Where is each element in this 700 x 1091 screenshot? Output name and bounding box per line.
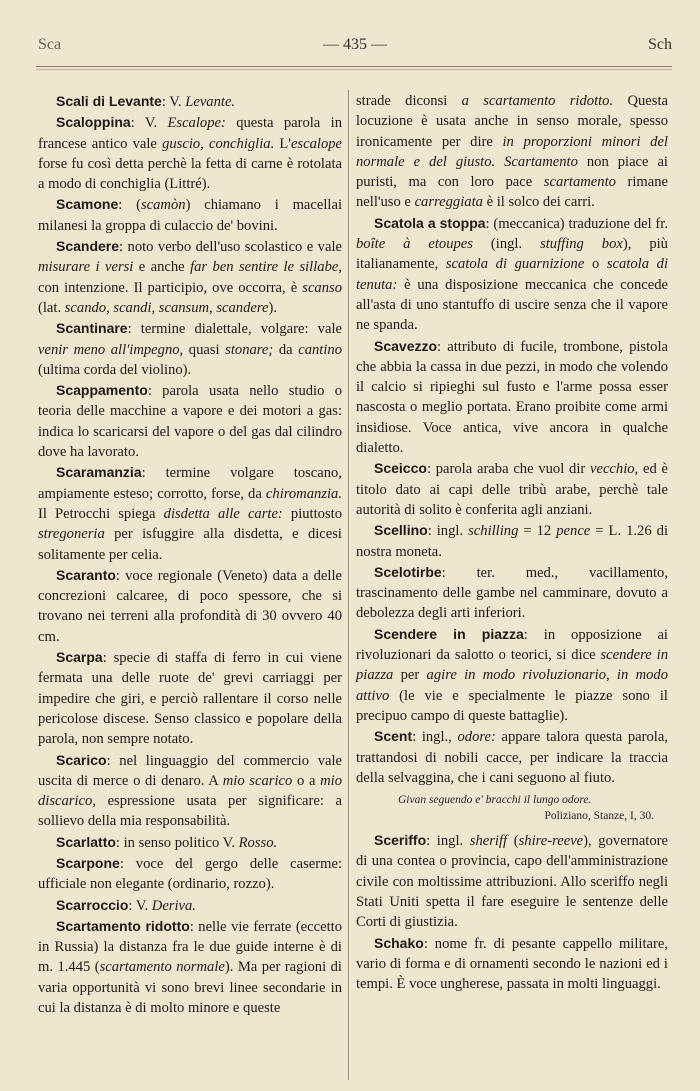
entry-italic-text: stonare; xyxy=(225,341,274,358)
entry-italic-text: scamòn xyxy=(140,197,186,214)
dictionary-entry xyxy=(356,458,668,520)
entry-headword: Scarpone xyxy=(56,854,120,871)
entry-italic-text: Escalope: xyxy=(167,115,226,132)
entry-italic-text: Levante. xyxy=(185,94,236,110)
entry-italic-text: odore: xyxy=(457,729,496,746)
dictionary-entry xyxy=(38,112,342,194)
entry-italic-text: cantino xyxy=(298,341,342,358)
entry-italic-text: scatola di guarnizione xyxy=(445,256,585,273)
entry-text: quasi xyxy=(183,341,226,358)
header-left: Sca xyxy=(38,36,62,53)
entry-text: : V. xyxy=(128,897,152,914)
entry-headword: Scamone xyxy=(56,196,119,213)
dictionary-entry xyxy=(38,380,342,462)
entry-italic-text: boîte à etoupes xyxy=(356,236,473,253)
entry-italic-text: Rosso. xyxy=(238,834,278,851)
entry-italic-text: mio discarico, xyxy=(38,772,342,810)
dictionary-entry xyxy=(356,933,668,995)
entry-headword: Scavezzo xyxy=(374,337,438,354)
quote-source: Poliziano, Stanze, I, 30. xyxy=(544,810,654,823)
entry-text: (lat. xyxy=(38,299,65,316)
entry-text: : attributo di fucile, trombone, pistola che abbia la cassa in due pezzi, in modo che volendo il calcio si ripieghi sul fusto e l'arme possa esser nascosta o meglio portata. Erano proibite come armi insidiose. Voce antica, vive ancora in qualche dialetto. xyxy=(356,338,668,457)
entry-headword: Scarlatto xyxy=(56,833,116,850)
entry-text: : noto verbo dell'uso scolastico e vale xyxy=(119,239,342,256)
dictionary-entry xyxy=(356,562,668,624)
dictionary-entry xyxy=(38,91,342,112)
entry-italic-text: in proporzioni minori del normale e del giusto. xyxy=(356,133,668,170)
entry-text: : ter. med., vacillamento, trascinamento delle gambe nel camminare, dovuto a debolezza degli arti inferiori. xyxy=(356,564,668,622)
entry-text: L' xyxy=(274,135,291,152)
entry-text: rimane nell'uso e xyxy=(356,174,668,211)
entry-text xyxy=(495,154,504,170)
entry-text: non piace ai puristi, ma con loro pace xyxy=(356,153,668,191)
entry-headword: Sceriffo xyxy=(374,832,427,849)
entry-text: ed è titolo dato ai capi delle tribù arabe, perchè tale autorità di solito è conferita agli anziani. xyxy=(356,461,668,518)
entry-headword: Scappamento xyxy=(56,382,148,399)
entry-text: ), più italianamente, xyxy=(356,236,668,273)
dictionary-entry xyxy=(356,213,668,336)
quote-text: Givan seguendo e' bracchi il lungo odore. xyxy=(398,794,592,807)
entry-text: : termine dialettale, volgare: vale xyxy=(127,321,342,338)
entry-headword: Sceicco xyxy=(374,460,427,477)
entry-text: Questa locuzione è usata anche in senso morale, spesso ironicamente per dire xyxy=(356,93,668,150)
entry-italic-text: scendere in piazza xyxy=(356,647,668,684)
entry-italic-text: disdetta alle carte: xyxy=(163,505,283,522)
dictionary-entry xyxy=(38,318,342,380)
entry-italic-text: shire-reeve xyxy=(518,833,584,850)
dictionary-entry xyxy=(356,336,668,459)
entry-italic-text: vecchio, xyxy=(590,461,639,478)
entry-text: = 12 xyxy=(518,523,557,540)
dictionary-entry xyxy=(356,624,668,726)
dictionary-entry xyxy=(356,91,668,213)
entry-text: o a xyxy=(292,772,321,789)
entry-italic-text: carreggiata xyxy=(414,194,483,211)
entry-headword: Scaloppina xyxy=(56,114,131,131)
entry-headword: Scatola a stoppa xyxy=(374,214,486,231)
citation-quote xyxy=(356,792,668,824)
page-number: — 435 — xyxy=(323,36,387,53)
entry-italic-text: schilling xyxy=(468,523,519,540)
entry-headword: Scaranto xyxy=(56,566,116,583)
dictionary-entry xyxy=(38,832,342,853)
entry-headword: Schako xyxy=(374,934,424,951)
dictionary-entry xyxy=(38,895,342,916)
entry-text: strade diconsi xyxy=(356,93,462,109)
running-header xyxy=(38,36,672,62)
dictionary-entry xyxy=(38,647,342,749)
left-column xyxy=(38,91,342,1018)
entry-italic-text: scartamento xyxy=(543,174,616,191)
entry-italic-text: Deriva. xyxy=(151,897,196,914)
entry-text: : ( xyxy=(118,197,141,214)
entry-text: : parola usata nello studio o teoria delle macchine a vapore e dei motori a gas: indica lo scaricarsi del vapore o del gas dal cilindro dove ha lavorato. xyxy=(38,383,342,461)
entry-text: : (meccanica) traduzione del fr. xyxy=(485,215,668,232)
entry-text: e anche xyxy=(133,259,191,276)
entry-headword: Scarico xyxy=(56,751,107,768)
dictionary-entry xyxy=(38,750,342,832)
entry-italic-text: scando, scandi, scansum, scandere xyxy=(64,299,269,316)
entry-text: ), governatore di una contea o provincia, capo dell'amministrazione civile con moltissime attribuzioni. Allo sceriffo negli Stati Uniti spetta il fare eseguire le sentenze delle Corti di giustizia. xyxy=(356,833,668,931)
entry-text: per isfuggire alla disdetta, e dicesi solitamente per celia. xyxy=(38,526,342,563)
entry-headword: Scali di Levante xyxy=(56,93,162,109)
entry-text: è il solco dei carri. xyxy=(482,194,595,211)
entry-italic-text: chiromanzia. xyxy=(265,485,342,502)
entry-text: con intenzione. Il participio, ove occorra, è xyxy=(38,279,303,296)
dictionary-entry xyxy=(356,726,668,788)
entry-headword: Scarpa xyxy=(56,649,103,666)
entry-text: Il Petrocchi spiega xyxy=(38,505,164,522)
dictionary-entry xyxy=(356,520,668,562)
dictionary-entry xyxy=(38,194,342,236)
entry-text: : ingl. xyxy=(426,833,470,850)
entry-headword: Scendere in piazza xyxy=(374,625,524,642)
entry-text: (ultima corda del violino). xyxy=(38,361,192,378)
entry-text: = L. 1.26 di nostra moneta. xyxy=(356,523,668,560)
entry-text: : specie di staffa di ferro in cui viene fermata una delle ruote de' grevi carriaggi per impedire che giri, e perciò rallentare il corso nelle pericolose discese. Senso classico e popolare della parola, non sempre notato. xyxy=(38,650,342,748)
entry-text: appare talora questa parola, trattandosi di nobili cacce, per indicare la traccia della selvaggina, che i cani seguono al fiuto. xyxy=(356,729,668,786)
dictionary-entry xyxy=(356,830,668,932)
entry-italic-text: a scartamento ridotto. xyxy=(461,93,614,109)
entry-headword: Scellino xyxy=(374,522,428,539)
entry-italic-text: stuffing box xyxy=(540,236,623,253)
entry-text: espressione usata per significare: a sollievo della mia responsabilità. xyxy=(38,793,342,830)
entry-text: : ingl., xyxy=(412,729,458,746)
entry-italic-text: agire in modo rivoluzionario, in modo attivo xyxy=(356,667,669,704)
entry-text: ). Ma per ragioni di varia opportunità vi sono brevi linee secondarie in cui la distanza è di molto minore e queste xyxy=(38,959,342,1017)
entry-italic-text: scartamento normale xyxy=(99,959,225,976)
entry-italic-text: far ben sentire le sillabe, xyxy=(190,259,343,276)
column-divider xyxy=(348,90,349,1080)
dictionary-entry xyxy=(38,236,342,318)
entry-text: : voce regionale (Veneto) data a delle concrezioni calcaree, di poco spessore, che si trovano nei terreni alla profondità di 30 ovvero 40 cm. xyxy=(38,567,342,645)
dictionary-entry xyxy=(38,853,342,895)
right-column xyxy=(356,91,668,994)
entry-text: forse fu così detta perchè la fetta di carne è rotolata a modo di conchiglia (Littré). xyxy=(38,155,342,193)
dictionary-entry xyxy=(38,565,342,647)
entry-headword: Scantinare xyxy=(56,320,128,337)
entry-headword: Scartamento ridotto xyxy=(56,917,190,934)
entry-text: : ingl. xyxy=(427,523,469,540)
entry-italic-text: guscio, conchiglia. xyxy=(162,135,275,152)
entry-italic-text: venir meno all'impegno, xyxy=(38,341,184,358)
entry-text: : in opposizione ai rivoluzionari da salotto o teorici, si dice xyxy=(356,626,668,664)
entry-italic-text: mio scarico xyxy=(222,772,293,789)
dictionary-entry xyxy=(38,462,342,564)
entry-text: ). xyxy=(268,299,278,316)
entry-text: da xyxy=(273,341,299,358)
entry-text: (le vie e specialmente le piazze sono il precipuo campo di queste battaglie). xyxy=(356,687,668,724)
entry-text: ( xyxy=(507,833,519,850)
entry-headword: Scelotirbe xyxy=(374,563,442,580)
entry-text: : nome fr. di pesante cappello militare, vario di forma e di ornamenti secondo le nazioni ed i tempi. È voce ungherese, passata in molti linguaggi. xyxy=(356,935,668,993)
entry-italic-text: scatola di tenuta: xyxy=(356,256,668,293)
dictionary-entry xyxy=(38,916,342,1018)
entry-text: ) chiamano i macellai milanesi la groppa di culaccio de' bovini. xyxy=(38,197,342,234)
entry-italic-text: scanso xyxy=(302,279,342,296)
entry-text: : parola araba che vuol dir xyxy=(426,461,590,478)
entry-text: : termine volgare toscano, ampiamente esteso; corrotto, forse, da xyxy=(38,465,342,502)
entry-text: : voce del gergo delle caserme: ufficiale non elegante (ordinario, rozzo). xyxy=(38,855,342,893)
entry-text: : nel linguaggio del commercio vale uscita di merce o di denaro. A xyxy=(38,752,342,789)
entry-text: questa parola in francese antico vale xyxy=(38,115,342,152)
header-rule xyxy=(36,66,672,67)
entry-text: : nelle vie ferrate (eccetto in Russia) la distanza fra le due guide interne è di m. 1.445 ( xyxy=(38,918,342,976)
entry-text: per xyxy=(393,667,427,684)
entry-headword: Scent xyxy=(374,728,413,745)
entry-text: : in senso politico V. xyxy=(115,834,239,851)
header-rule-secondary xyxy=(36,69,672,70)
entry-headword: Scarroccio xyxy=(56,896,129,913)
entry-text: : V. xyxy=(130,115,168,132)
entry-italic-text: sheriff xyxy=(469,833,508,850)
entry-italic-text: Scartamento xyxy=(504,153,578,170)
entry-text: : V. xyxy=(161,94,186,110)
entry-italic-text: misurare i versi xyxy=(38,259,134,276)
header-right: Sch xyxy=(648,36,672,53)
entry-text: o xyxy=(584,256,607,273)
entry-italic-text: escalope xyxy=(290,135,343,152)
entry-text: piuttosto xyxy=(282,505,342,522)
entry-text: (ingl. xyxy=(472,236,541,253)
entry-italic-text: pence xyxy=(556,523,591,540)
entry-headword: Scaramanzia xyxy=(56,464,142,481)
entry-headword: Scandere xyxy=(56,238,120,255)
entry-italic-text: stregoneria xyxy=(38,526,105,543)
entry-text: è una disposizione meccanica che concede all'asta di uno stantuffo di uscire senza che il vapore ne spanda. xyxy=(356,276,668,334)
